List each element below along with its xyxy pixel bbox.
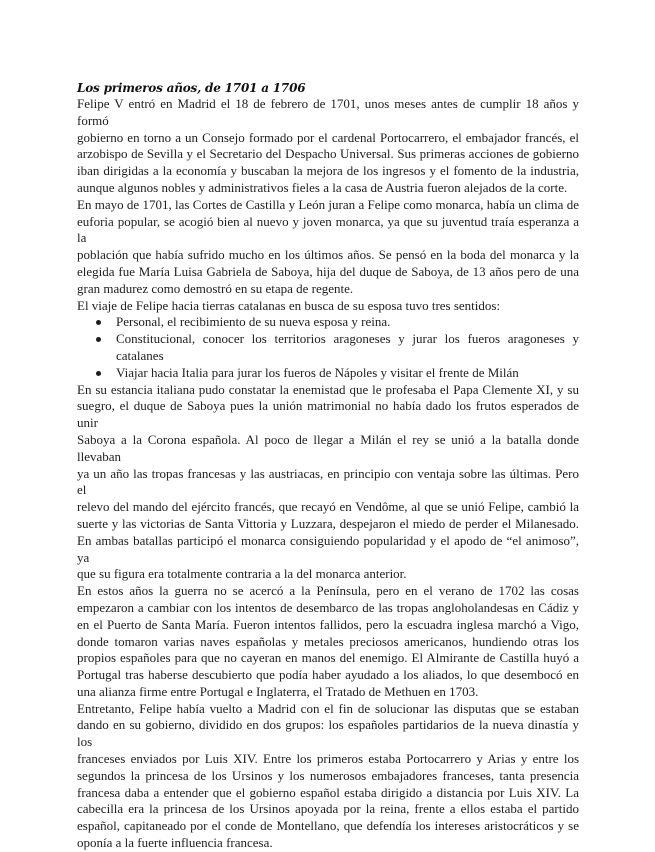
paragraph xyxy=(77,382,579,584)
text-line: En su estancia italiana pudo constatar la enemistad que le profesaba el Papa Clemente XI, y su xyxy=(77,381,579,397)
bullet-icon xyxy=(96,320,101,325)
text-line: empezaron a cambiar con los intentos de desembarco de las tropas angloholandesas en Cádiz y xyxy=(77,599,579,615)
paragraph xyxy=(77,197,579,298)
document-page xyxy=(77,80,579,852)
text-line: Entretanto, Felipe había vuelto a Madrid con el fin de solucionar las disputas que se estaban xyxy=(77,700,579,716)
text-line: gobierno en torno a un Consejo formado por el cardenal Portocarrero, el embajador francés, el xyxy=(77,129,579,145)
text-line: gran madurez como demostró en su etapa de regente. xyxy=(77,280,354,296)
paragraph xyxy=(77,96,579,197)
text-line: suerte y las victorias de Santa Vittoria y Luzzara, despejaron el miedo de perder el Milanesado. xyxy=(77,515,579,531)
text-line: donde tomaron varias naves españolas y metales preciosos americanos, hundiendo otras los xyxy=(77,633,579,649)
text-line: dando en su gobierno, dividido en dos grupos: los españoles partidarios de la nueva dinastía y los xyxy=(77,717,579,750)
text-line: iban dirigidas a la economía y buscaban la mejora de los ingresos y el fomento de la industria, xyxy=(77,163,579,179)
text-line: En estos años la guerra no se acercó a la Península, pero en el verano de 1702 las cosas xyxy=(77,583,579,599)
text-line: En mayo de 1701, las Cortes de Castilla y León juran a Felipe como monarca, había un clima de xyxy=(77,196,579,212)
list-item xyxy=(77,314,579,331)
text-line: elegida fue María Luisa Gabriela de Saboya, hija del duque de Saboya, de 13 años pero de una xyxy=(77,263,579,279)
paragraph xyxy=(77,298,579,315)
text-line: aunque algunos nobles y administrativos fieles a la casa de Austria fueron alejados de la corte. xyxy=(77,179,568,195)
text-line: francesa daba a entender que el gobierno español estaba dirigido a distancia por Luis XIV. La xyxy=(77,784,579,800)
text-line: una alianza firme entre Portugal e Inglaterra, el Tratado de Methuen en 1703. xyxy=(77,683,479,699)
text-line: catalanes xyxy=(116,347,164,363)
text-line: Viajar hacia Italia para jurar los fueros de Nápoles y visitar el frente de Milán xyxy=(116,364,519,380)
text-line: relevo del mando del ejército francés, que recayó en Vendôme, al que se unió Felipe, cambió la xyxy=(77,499,579,515)
text-line: El viaje de Felipe hacia tierras catalanas en busca de su esposa tuvo tres sentidos: xyxy=(77,297,501,313)
text-line: población que había sufrido mucho en los últimos años. Se pensó en la boda del monarca y la xyxy=(77,247,579,263)
list-item xyxy=(77,365,579,382)
text-line: Felipe V entró en Madrid el 18 de febrero de 1701, unos meses antes de cumplir 18 años y formó xyxy=(77,96,579,128)
paragraphs-after xyxy=(77,382,579,852)
section-heading: Los primeros años, de 1701 a 1706 xyxy=(77,81,306,95)
text-line: oponía a la fuerte influencia francesa. xyxy=(77,835,273,851)
list-item xyxy=(77,331,579,365)
text-line: en el Puerto de Santa María. Fueron intentos fallidos, pero la escuadra inglesa marchó a Vigo, xyxy=(77,616,579,632)
text-line: ya un año las tropas francesas y las austriacas, en principio con ventaja sobre las últimas. Pero el xyxy=(77,465,579,498)
text-line: Saboya a la Corona española. Al poco de llegar a Milán el rey se unió a la batalla donde llevaban xyxy=(77,431,579,464)
bullet-icon xyxy=(96,371,101,376)
paragraph xyxy=(77,701,579,852)
text-line: segundos la princesa de los Ursinos y los numerosos embajadores franceses, tanta presencia xyxy=(77,767,579,783)
text-line: Constitucional, conocer los territorios aragoneses y jurar los fueros aragoneses y xyxy=(116,331,579,347)
text-line: que su figura era totalmente contraria a la del monarca anterior. xyxy=(77,566,407,582)
text-line: cabecilla era la princesa de los Ursinos apoyada por la reina, frente a ellos estaba el partido xyxy=(77,801,579,817)
bullet-list xyxy=(77,314,579,381)
text-line: euforia popular, se acogió bien al nuevo y joven monarca, ya que su juventud traía esperanza a la xyxy=(77,213,579,246)
text-line: arzobispo de Sevilla y el Secretario del Despacho Universal. Sus primeras acciones de gobierno xyxy=(77,146,579,162)
text-line: suegro, el duque de Saboya pues la unión matrimonial no había dado los frutos esperados de unir xyxy=(77,398,579,431)
text-line: franceses enviados por Luis XIV. Entre los primeros estaba Portocarrero y Arias y entre los xyxy=(77,751,579,767)
paragraphs-before xyxy=(77,96,579,314)
text-line: Portugal tras haberse descubierto que podía haber ayudado a los aliados, lo que desembocó en xyxy=(77,667,579,683)
text-line: Personal, el recibimiento de su nueva esposa y reina. xyxy=(116,314,391,330)
text-line: español, capitaneado por el conde de Montellano, que defendía los intereses aristocráticos y se xyxy=(77,818,579,834)
text-line: propios españoles para que no cayeran en manos del enemigo. El Almirante de Castilla huyó a xyxy=(77,650,579,666)
text-line: En ambas batallas participó el monarca consiguiendo popularidad y el apodo de “el animoso”, ya xyxy=(77,532,579,565)
bullet-icon xyxy=(96,337,101,342)
paragraph xyxy=(77,583,579,701)
